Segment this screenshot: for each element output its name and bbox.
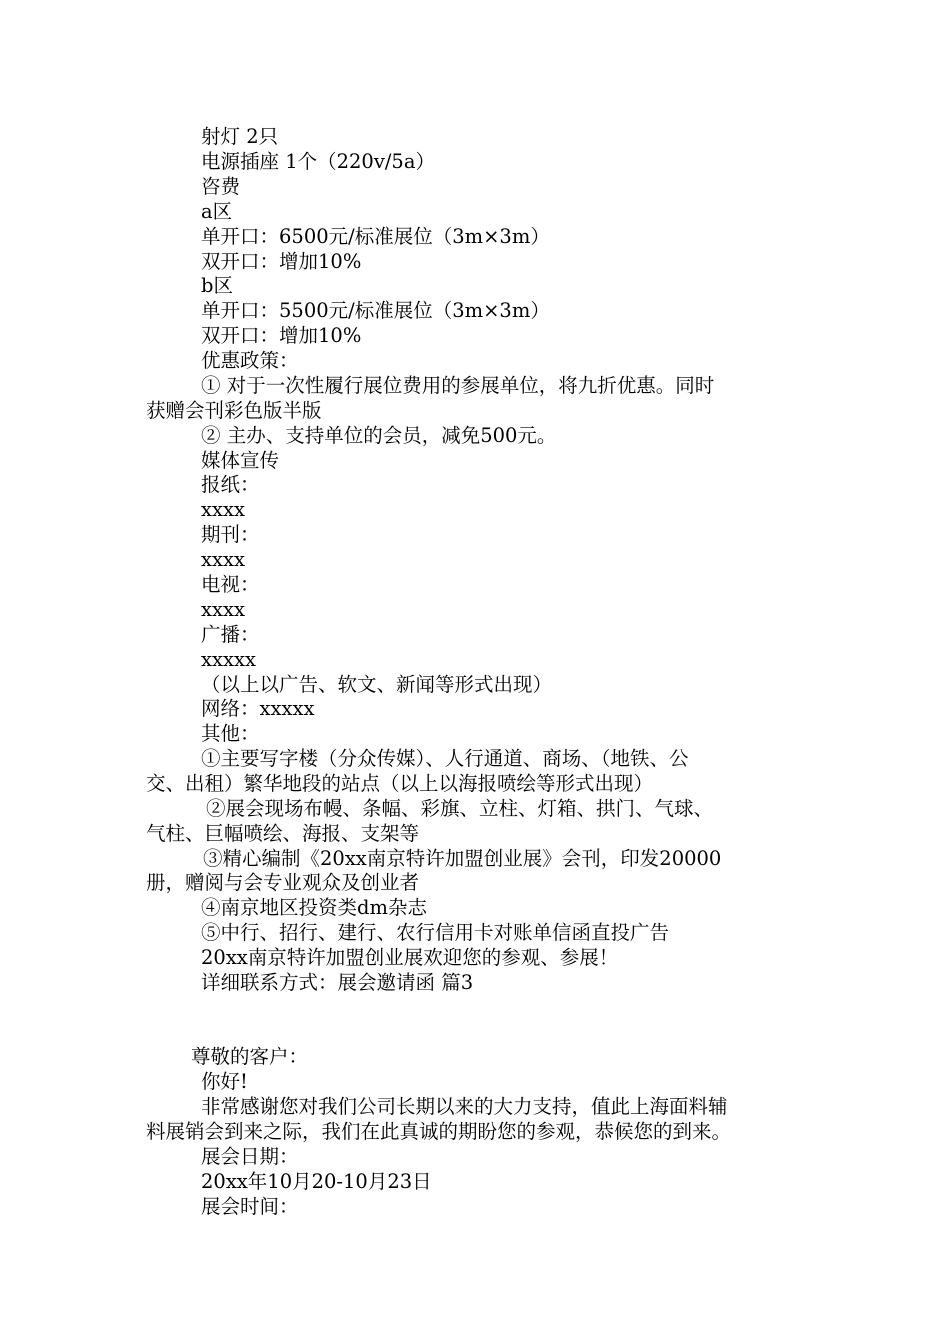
text-line: 单开口：5500元/标准展位（3m×3m）: [201, 299, 550, 322]
text-line: 电源插座 1个（220v/5a）: [201, 150, 435, 173]
text-line: 获赠会刊彩色版半版: [146, 399, 322, 422]
text-line: 双开口：增加10%: [201, 324, 362, 347]
text-line: 非常感谢您对我们公司长期以来的大力支持，值此上海面料辅: [201, 1095, 728, 1118]
text-line: ⑤中行、招行、建行、农行信用卡对账单信函直投广告: [201, 921, 670, 944]
text-line: 双开口：增加10%: [201, 250, 362, 273]
text-line: xxxx: [201, 498, 245, 521]
text-line: 单开口：6500元/标准展位（3m×3m）: [201, 225, 550, 248]
text-line: 20xx南京特许加盟创业展欢迎您的参观、参展！: [201, 946, 619, 969]
text-line: a区: [201, 200, 233, 223]
text-line: ④南京地区投资类dm杂志: [201, 896, 427, 919]
text-line: 展会日期：: [201, 1145, 299, 1168]
text-line: 咨费: [201, 175, 241, 198]
text-line: 广播：: [201, 623, 260, 646]
text-line: 气柱、巨幅喷绘、海报、支架等: [146, 822, 420, 845]
text-line: b区: [201, 274, 233, 297]
text-line: 媒体宣传: [201, 449, 280, 472]
text-line: ②展会现场布幔、条幅、彩旗、立柱、灯箱、拱门、气球、: [206, 797, 714, 820]
text-line: ② 主办、支持单位的会员，减免500元。: [201, 424, 557, 447]
text-line: xxxxx: [201, 648, 256, 671]
text-line: 交、出租）繁华地段的站点（以上以海报喷绘等形式出现）: [146, 772, 654, 795]
text-line: 网络：xxxxx: [201, 697, 315, 720]
text-line: 册，赠阅与会专业观众及创业者: [146, 871, 420, 894]
text-line: 其他：: [201, 722, 260, 745]
text-line: ① 对于一次性履行展位费用的参展单位，将九折优惠。同时: [201, 374, 715, 397]
text-line: 详细联系方式：展会邀请函 篇3: [201, 971, 474, 994]
text-line: 优惠政策：: [201, 349, 299, 372]
text-line: 展会时间：: [201, 1195, 299, 1218]
text-line: xxxx: [201, 548, 245, 571]
text-line: ①主要写字楼（分众传媒）、人行通道、商场、（地铁、公: [201, 747, 689, 770]
text-line: ③精心编制《20xx南京特许加盟创业展》会刊，印发20000: [203, 847, 722, 870]
text-line: 期刊：: [201, 523, 260, 546]
text-line: 尊敬的客户：: [191, 1045, 309, 1068]
text-line: 你好!: [201, 1070, 248, 1093]
text-line: 20xx年10月20-10月23日: [201, 1170, 432, 1193]
text-line: 报纸：: [201, 473, 260, 496]
text-line: 料展销会到来之际，我们在此真诚的期盼您的参观，恭候您的到来。: [146, 1120, 732, 1143]
text-line: 射灯 2只: [201, 125, 279, 148]
text-line: xxxx: [201, 598, 245, 621]
text-line: 电视：: [201, 573, 260, 596]
text-line: （以上以广告、软文、新闻等形式出现）: [201, 673, 553, 696]
